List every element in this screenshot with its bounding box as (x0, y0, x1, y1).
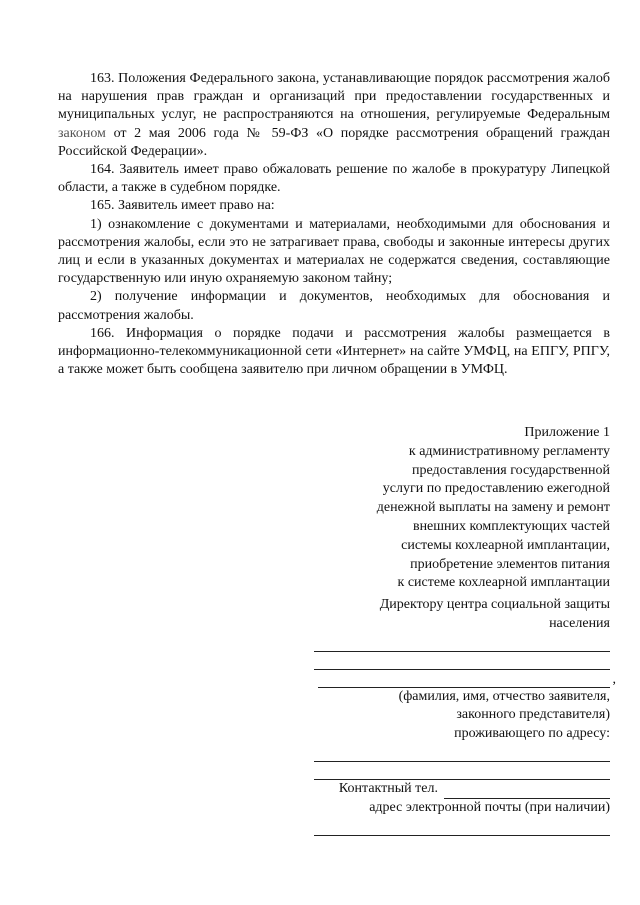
name-field-line[interactable] (318, 670, 616, 688)
name-field-line[interactable] (314, 652, 610, 670)
phone-field-line[interactable] (444, 783, 610, 799)
appendix-line: предоставления государственной (411, 462, 610, 478)
paragraph-166: 166. Информация о порядке подачи и рассмотрения жалобы размещается в информационно-телекоммуникационной сети «Интернет» на сайте УМФЦ, на ЕПГУ, РПГУ, а также может быть сообщена заявителю при личном обращении в УМФЦ. (58, 325, 610, 378)
appendix-line: к системе кохлеарной имплантации (397, 575, 610, 591)
address-label: проживающего по адресу: (454, 726, 610, 742)
addressee-title: Директору центра социальной защиты (379, 597, 610, 612)
phone-label: Контактный тел. (338, 780, 438, 796)
email-field-line[interactable] (314, 818, 610, 836)
appendix-title: Приложение 1 (524, 425, 610, 440)
appendix-line: к административному регламенту (408, 443, 610, 459)
address-field-line[interactable] (314, 744, 610, 762)
address-field-line[interactable] (314, 762, 610, 780)
appendix-line: внешних комплектующих частей (412, 518, 610, 534)
paragraph-165-item-2: 2) получение информации и документов, необходимых для обоснования и рассмотрения жалобы. (58, 289, 610, 323)
addressee-title-cont: населения (549, 615, 610, 631)
paragraph-165-item-1: 1) ознакомление с документами и материалами, необходимыми для обоснования и рассмотрения жалобы, если это не затрагивает права, свободы и законные интересы других лиц и если в указанных документах и материалах не содержатся сведения, составляющие государственную или иную охраняемую законом тайну; (58, 216, 610, 287)
appendix-line: системы кохлеарной имплантации, (401, 537, 610, 553)
name-hint: (фамилия, имя, отчество заявителя, (398, 688, 610, 704)
document-body (58, 70, 610, 379)
phone-row (310, 780, 610, 799)
appendix-line: денежной выплаты на замену и ремонт (376, 500, 610, 516)
paragraph-165: 165. Заявитель имеет право на: (90, 198, 275, 214)
appendix-line: приобретение элементов питания (410, 556, 610, 572)
comma-mark: , (612, 671, 616, 687)
paragraph-163-text-end: от 2 мая 2006 года № 59-ФЗ «О порядке рассмотрения обращений граждан Российской Федерации». (58, 125, 610, 159)
paragraph-164: 164. Заявитель имеет право обжаловать решение по жалобе в прокуратуру Липецкой области, а также в судебном порядке. (58, 162, 610, 196)
paragraph-163 (58, 70, 610, 161)
paragraph-163-text-start: 163. Положения Федерального закона, устанавливающие порядок рассмотрения жалоб на нарушения прав граждан и организаций при предоставлении государственных и муниципальных услуг, не распространяются на отношения, регулируемые Федеральным (58, 71, 610, 123)
law-link[interactable]: законом (58, 125, 106, 141)
addressee-block (310, 596, 616, 836)
appendix-line: услуги по предоставлению ежегодной (382, 481, 610, 497)
name-hint-cont: законного представителя) (456, 707, 610, 723)
email-label: адрес электронной почты (при наличии) (369, 799, 610, 815)
appendix-header (310, 424, 610, 593)
name-field-line[interactable] (314, 634, 610, 652)
